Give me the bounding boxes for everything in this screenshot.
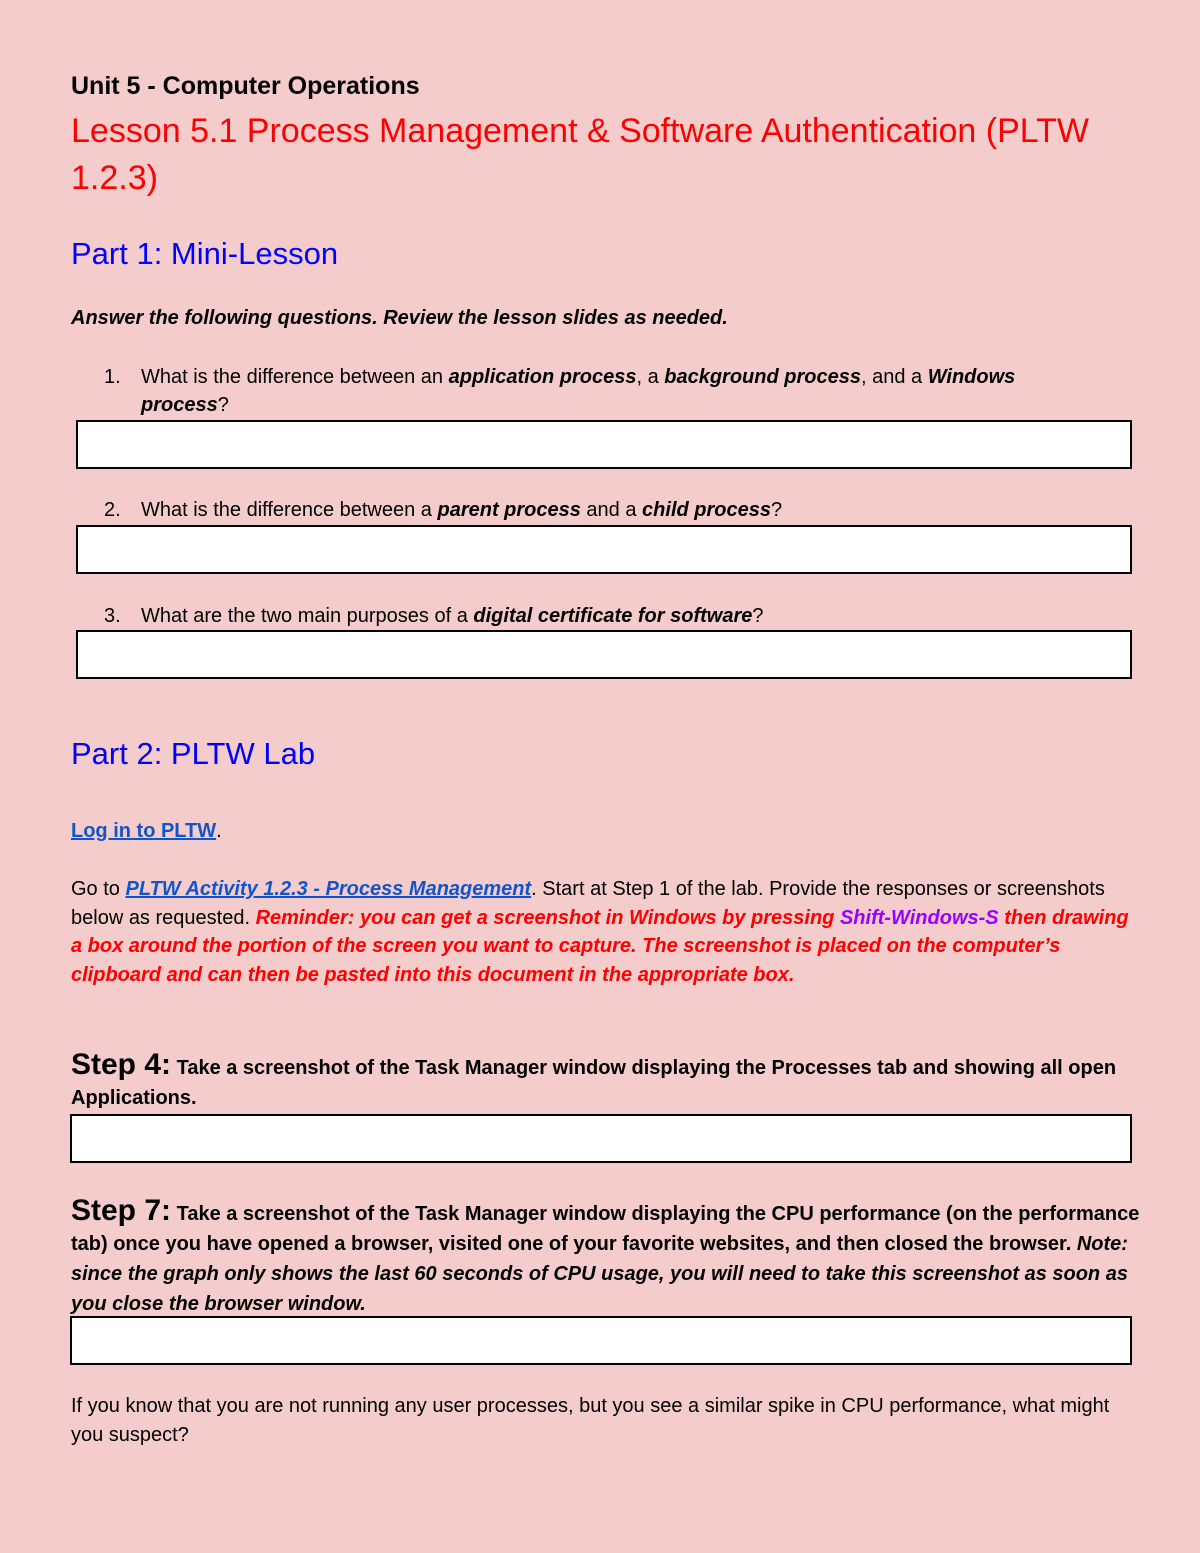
answer-box-2[interactable]: [76, 525, 1132, 574]
step4-text: Take a screenshot of the Task Manager window displaying the Processes tab and showing all open Applications.: [71, 1057, 1117, 1109]
question-text-part: What is the difference between a: [141, 499, 438, 521]
term-windows-process: Windows process: [141, 366, 1016, 416]
question-text: [141, 496, 1094, 524]
question-3: [104, 602, 1094, 630]
term-application-process: application process: [448, 366, 637, 388]
lab-text: Go to: [71, 878, 126, 900]
term-child-process: child process: [642, 499, 771, 521]
unit-title: Unit 5 - Computer Operations: [71, 72, 420, 100]
answer-box-1[interactable]: [76, 420, 1132, 469]
part1-instructions: Answer the following questions. Review the lesson slides as needed.: [71, 307, 728, 329]
question-text-part: What is the difference between an: [141, 366, 449, 388]
question-text-part: ?: [752, 605, 764, 627]
step4-screenshot-box[interactable]: [70, 1114, 1132, 1163]
term-parent-process: parent process: [437, 499, 581, 521]
question-text-part: ?: [217, 394, 229, 416]
login-line: [71, 817, 1131, 846]
question-1: [104, 363, 1094, 419]
question-2: [104, 496, 1094, 524]
term-digital-certificate: digital certificate for software: [473, 605, 753, 627]
question-text: [141, 363, 1094, 419]
reminder-text: Reminder: you can get a screenshot in Windows by pressing: [255, 906, 840, 929]
question-text-part: , a: [636, 366, 665, 388]
question-text-part: , and a: [860, 366, 928, 388]
part2-heading: Part 2: PLTW Lab: [71, 736, 316, 771]
part1-heading: Part 1: Mini-Lesson: [71, 236, 339, 271]
lab-instructions: [71, 875, 1131, 989]
question-text-part: and a: [580, 499, 643, 521]
question-text: [141, 602, 1094, 630]
question-number: 2.: [104, 499, 121, 521]
question-text-part: What are the two main purposes of a: [141, 605, 474, 627]
term-background-process: background process: [664, 366, 861, 388]
answer-box-3[interactable]: [76, 630, 1132, 679]
step7-note: Note: since the graph only shows the last 60 seconds of CPU usage, you will need to take this screenshot as soon as you close the browser window.: [71, 1233, 1128, 1315]
question-text-part: ?: [770, 499, 783, 521]
reminder-text: then drawing a box around the portion of the screen you want to capture. The screenshot is placed on the computer’s clipboard and can then be pasted into this document in the appropriate box.: [71, 906, 1129, 986]
step7-text: Take a screenshot of the Task Manager window displaying the CPU performance (on the performance tab) once you have opened a browser, visited one of your favorite websites, and then closed the browser.: [71, 1203, 1140, 1255]
lab-text: . Start at Step 1 of the lab. Provide the responses or screenshots below as requested.: [71, 878, 1105, 929]
step7-label: Step 7:: [71, 1194, 172, 1227]
step4-label: Step 4:: [71, 1048, 172, 1081]
lesson-title: Lesson 5.1 Process Management & Software Authentication (PLTW 1.2.3): [71, 112, 1090, 197]
login-link[interactable]: Log in to PLTW: [71, 820, 217, 842]
question-number: 1.: [104, 366, 121, 388]
shortcut-text: Shift-Windows-S: [839, 906, 999, 929]
step7-screenshot-box[interactable]: [70, 1316, 1132, 1365]
step7-prompt: [71, 1196, 1141, 1319]
final-question: If you know that you are not running any user processes, but you see a similar spike in CPU performance, what might you suspect?: [71, 1395, 1110, 1446]
login-line-tail: .: [216, 820, 222, 842]
step4-prompt: [71, 1050, 1141, 1113]
question-number: 3.: [104, 605, 121, 627]
activity-link[interactable]: PLTW Activity 1.2.3 - Process Management: [125, 878, 532, 900]
